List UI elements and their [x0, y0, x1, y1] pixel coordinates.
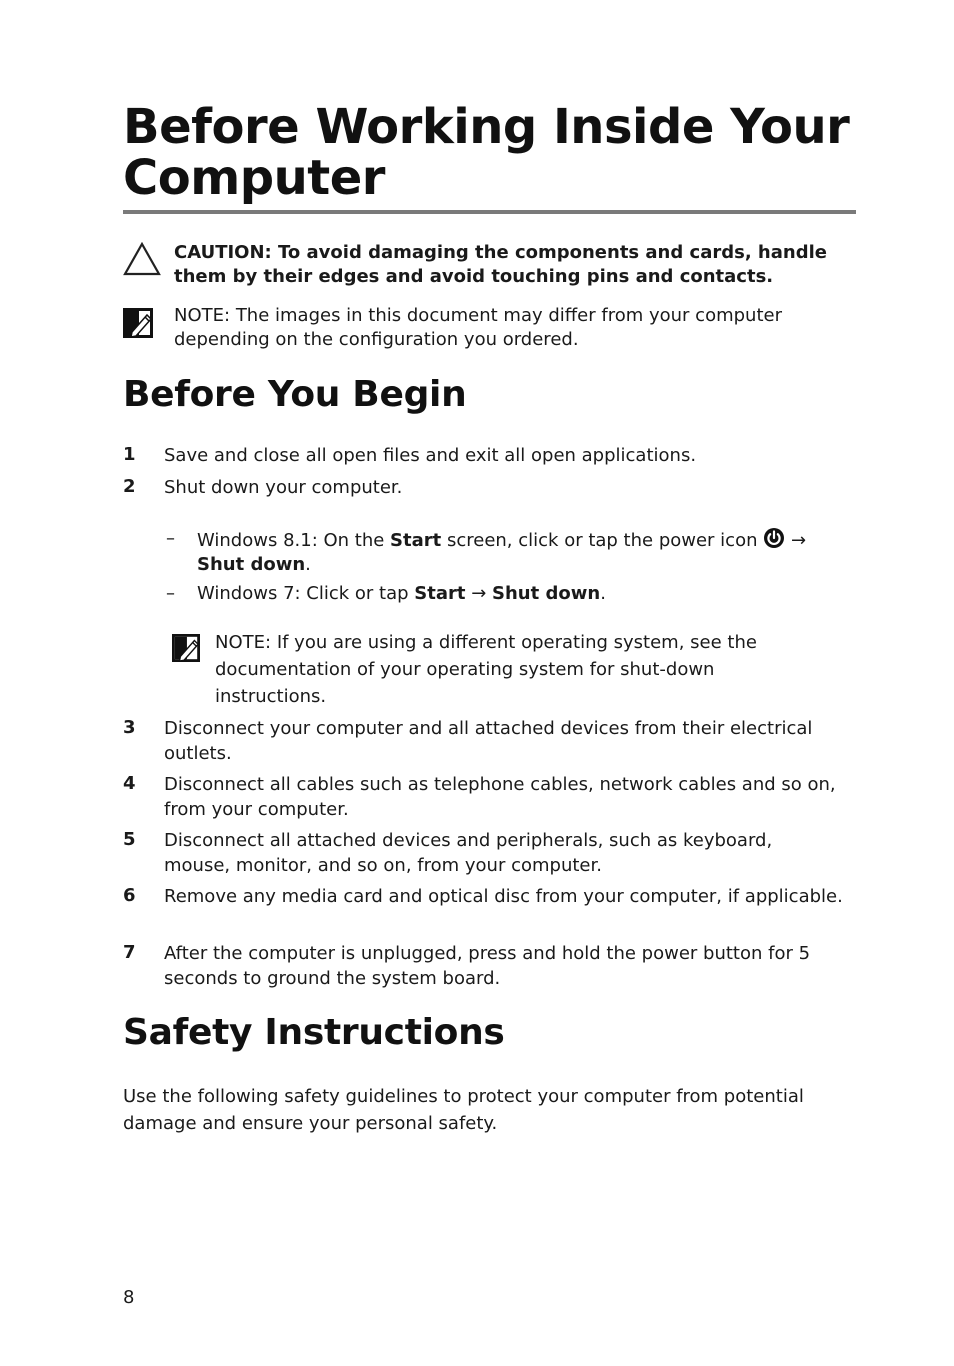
substep-bold: Shut down: [492, 583, 601, 604]
safety-intro-paragraph: Use the following safety guidelines to protect your computer from potential damage and ensure your personal safety.: [123, 1086, 804, 1134]
note-label: NOTE:: [174, 305, 231, 326]
substep-windows-7: [197, 582, 842, 606]
step-number: 4: [123, 773, 136, 794]
arrow-glyph: →: [465, 583, 493, 604]
substep-dash: –: [166, 528, 175, 549]
substep-bold: Start: [390, 530, 442, 551]
note-body: The images in this document may differ from your computer depending on the configuration you ordered.: [174, 305, 782, 350]
substep-windows-8: [197, 527, 842, 577]
substep-text: .: [600, 583, 606, 604]
step-text: Disconnect your computer and all attached devices from their electrical outlets.: [164, 718, 813, 764]
step-number: 1: [123, 444, 136, 465]
substep-text: Windows 8.1: On the: [197, 530, 391, 551]
step-text: Disconnect all attached devices and peripherals, such as keyboard, mouse, monitor, and so on, from your computer.: [164, 830, 773, 876]
page-title: Before Working Inside Your Computer: [123, 99, 850, 206]
step-text: Save and close all open files and exit all open applications.: [164, 445, 697, 466]
step-number: 5: [123, 829, 136, 850]
substep-bold: Shut down: [197, 554, 306, 575]
note-label: NOTE:: [215, 632, 272, 653]
step-text: Disconnect all cables such as telephone cables, network cables and so on, from your computer.: [164, 774, 836, 820]
power-icon: [763, 527, 785, 549]
note-text: [174, 304, 834, 352]
caution-text: CAUTION: To avoid damaging the components and cards, handle them by their edges and avoid touching pins and contacts.: [174, 242, 827, 287]
note-pencil-icon: [172, 634, 200, 662]
step-number: 2: [123, 476, 136, 497]
substep-bold: Start: [414, 583, 466, 604]
note-pencil-icon: [123, 308, 153, 338]
step-text: Shut down your computer.: [164, 477, 403, 498]
arrow-glyph: →: [790, 530, 807, 551]
page-number: 8: [123, 1287, 135, 1308]
section-heading-safety-instructions: Safety Instructions: [123, 1012, 505, 1053]
step-number: 7: [123, 942, 136, 963]
substep-text: .: [305, 554, 311, 575]
title-underline: [123, 210, 856, 214]
step-number: 3: [123, 717, 136, 738]
step-text: Remove any media card and optical disc from your computer, if applicable.: [164, 886, 843, 907]
step-number: 6: [123, 885, 136, 906]
caution-triangle-icon: [123, 242, 161, 276]
note-body: If you are using a different operating system, see the documentation of your operating system for shut-down instructions.: [215, 632, 757, 707]
step-text: After the computer is unplugged, press and hold the power button for 5 seconds to ground the system board.: [164, 943, 811, 989]
section-heading-before-you-begin: Before You Begin: [123, 374, 467, 415]
substep-text: screen, click or tap the power icon: [441, 530, 764, 551]
note-text: [215, 629, 815, 710]
substep-dash: –: [166, 583, 175, 604]
substep-text: Windows 7: Click or tap: [197, 583, 415, 604]
